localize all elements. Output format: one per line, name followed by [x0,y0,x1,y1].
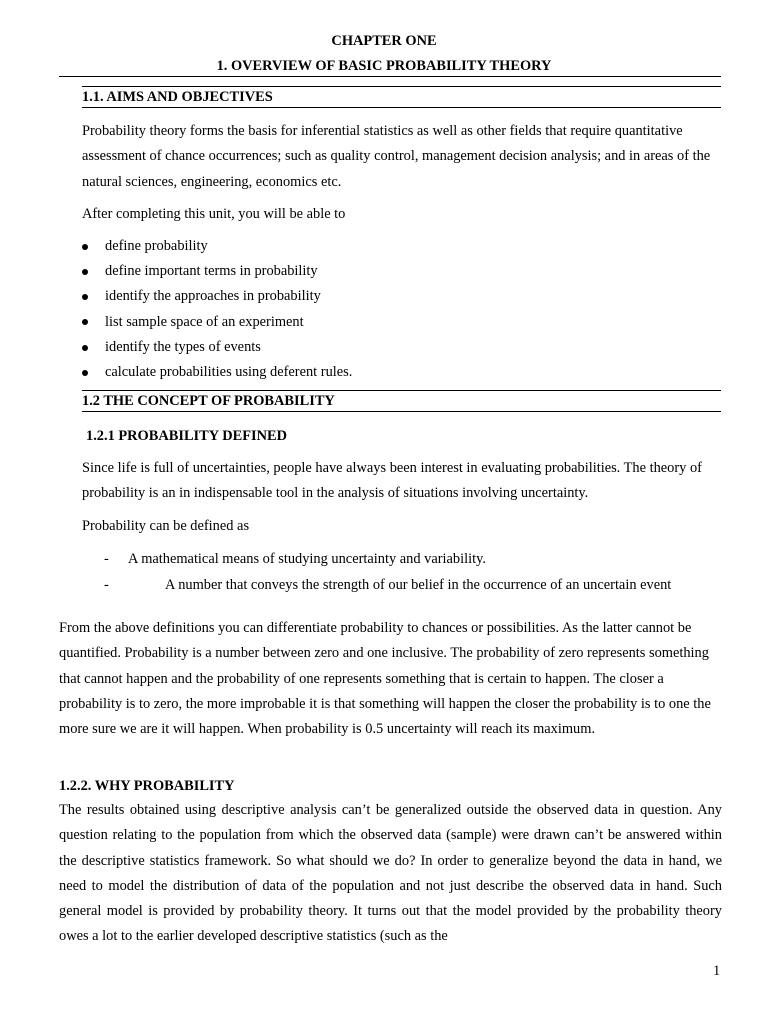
objectives-intro: After completing this unit, you will be able to [82,206,346,222]
section-rule-bottom [82,107,721,108]
bullet-icon [82,244,88,250]
section-heading-concept: 1.2 THE CONCEPT OF PROBABILITY [82,393,335,409]
bullet-icon [82,269,88,275]
bullet-icon [82,294,88,300]
dash-marker: - [104,577,109,593]
list-item: calculate probabilities using deferent rules. [105,364,353,380]
list-item: identify the approaches in probability [105,288,321,304]
list-item: A number that conveys the strength of our belief in the occurrence of an uncertain event [165,577,672,593]
page-number: 1 [713,963,721,979]
dash-marker: - [104,551,109,567]
bullet-icon [82,370,88,376]
list-item: identify the types of events [105,339,261,355]
bullet-icon [82,319,88,325]
section-heading-aims: 1.1. AIMS AND OBJECTIVES [82,89,273,105]
list-item: define important terms in probability [105,263,318,279]
bullet-icon [82,345,88,351]
chapter-label: CHAPTER ONE [331,33,437,49]
list-item: list sample space of an experiment [105,314,304,330]
aims-paragraph: Probability theory forms the basis for inferential statistics as well as other fields that require quantitative assessment of chance occurrences; such as quality control, management decision analysis; and in areas of the natural sciences, engineering, economics etc. [82,123,711,190]
section-rule-top [82,390,721,391]
why-paragraph: The results obtained using descriptive analysis can’t be generalized outside the observed data in question. Any question relating to the population from which the observed data (sample) were drawn can’t be answered within the descriptive statistics framework. So what should we do? In order to generalize beyond the data in hand, we need to model the distribution of data of the population and not just describe the observed data in hand. Such general model is provided by probability theory. It turns out that the model provided by the probability theory owes a lot to the earlier developed descriptive statistics (such as the [59,802,722,945]
title-underline [59,76,721,77]
list-item: define probability [105,238,208,254]
list-item: A mathematical means of studying uncertainty and variability. [128,551,486,567]
defined-paragraph: Since life is full of uncertainties, people have always been interest in evaluating probabilities. The theory of probability is an in indispensable tool in the analysis of situations involving uncertainty. [82,460,702,502]
subsection-heading-defined: 1.2.1 PROBABILITY DEFINED [86,428,287,444]
definition-intro: Probability can be defined as [82,518,250,534]
chapter-title: 1. OVERVIEW OF BASIC PROBABILITY THEORY [216,58,552,74]
section-rule-top [82,86,721,87]
subsection-heading-why: 1.2.2. WHY PROBABILITY [59,778,235,794]
section-rule-bottom [82,411,721,412]
body-paragraph: From the above definitions you can differentiate probability to chances or possibilities. As the latter cannot be quantified. Probability is a number between zero and one inclusive. The probability of zero represents something that cannot happen and the probability of one represents something that is certain to happen. The closer a probability is to zero, the more improbable it is that something will happen the closer the probability is to one the more sure we are it will happen. When probability is 0.5 uncertainty will reach its maximum. [59,620,711,738]
